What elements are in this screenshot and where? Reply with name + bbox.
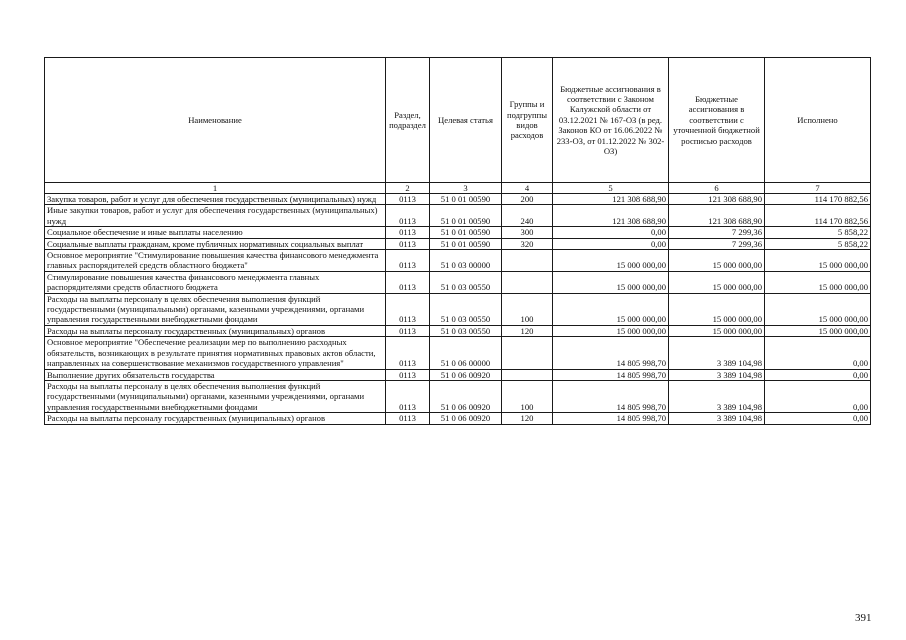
cell-target-article: 51 0 06 00920 [430, 413, 502, 424]
header-target-article: Целевая статья [430, 58, 502, 183]
cell-law-amount: 15 000 000,00 [553, 271, 669, 293]
cell-law-amount: 15 000 000,00 [553, 250, 669, 272]
column-number: 7 [765, 183, 871, 194]
cell-schedule-amount: 15 000 000,00 [669, 271, 765, 293]
cell-name: Стимулирование повышения качества финансового менеджмента главных распорядителями средств областного бюджета [45, 271, 386, 293]
cell-schedule-amount: 3 389 104,98 [669, 369, 765, 380]
cell-expense-group [502, 369, 553, 380]
cell-schedule-amount: 3 389 104,98 [669, 380, 765, 412]
header-row [45, 58, 871, 183]
cell-expense-group: 240 [502, 205, 553, 227]
cell-target-article: 51 0 06 00000 [430, 337, 502, 369]
cell-executed-amount: 5 858,22 [765, 227, 871, 238]
cell-schedule-amount: 15 000 000,00 [669, 325, 765, 336]
cell-executed-amount: 114 170 882,56 [765, 194, 871, 205]
cell-section: 0113 [386, 205, 430, 227]
cell-schedule-amount: 15 000 000,00 [669, 293, 765, 325]
header-schedule-appropriations: Бюджетные ассигнования в соответствии с уточненной бюджетной росписью расходов [669, 58, 765, 183]
cell-section: 0113 [386, 293, 430, 325]
cell-target-article: 51 0 01 00590 [430, 238, 502, 249]
cell-section: 0113 [386, 250, 430, 272]
cell-target-article: 51 0 01 00590 [430, 205, 502, 227]
cell-name: Расходы на выплаты персоналу в целях обеспечения выполнения функций государственными (муниципальными) органами, казенными учреждениями, органами управления государственными внебюджетными фондами [45, 380, 386, 412]
cell-schedule-amount: 7 299,36 [669, 238, 765, 249]
cell-name: Социальное обеспечение и иные выплаты населению [45, 227, 386, 238]
cell-name: Закупка товаров, работ и услуг для обеспечения государственных (муниципальных) нужд [45, 194, 386, 205]
table-row [45, 413, 871, 424]
cell-schedule-amount: 121 308 688,90 [669, 194, 765, 205]
cell-executed-amount: 5 858,22 [765, 238, 871, 249]
cell-target-article: 51 0 03 00550 [430, 293, 502, 325]
cell-expense-group: 320 [502, 238, 553, 249]
cell-target-article: 51 0 03 00000 [430, 250, 502, 272]
cell-law-amount: 14 805 998,70 [553, 380, 669, 412]
cell-target-article: 51 0 06 00920 [430, 369, 502, 380]
cell-law-amount: 121 308 688,90 [553, 205, 669, 227]
cell-executed-amount: 0,00 [765, 413, 871, 424]
column-number: 6 [669, 183, 765, 194]
cell-section: 0113 [386, 271, 430, 293]
column-number: 1 [45, 183, 386, 194]
cell-target-article: 51 0 03 00550 [430, 271, 502, 293]
cell-expense-group: 100 [502, 380, 553, 412]
cell-target-article: 51 0 06 00920 [430, 380, 502, 412]
cell-name: Социальные выплаты гражданам, кроме публичных нормативных социальных выплат [45, 238, 386, 249]
column-number: 5 [553, 183, 669, 194]
table-row [45, 271, 871, 293]
page-number: 391 [855, 612, 872, 624]
cell-expense-group [502, 271, 553, 293]
cell-expense-group [502, 250, 553, 272]
cell-name: Расходы на выплаты персоналу государственных (муниципальных) органов [45, 325, 386, 336]
cell-target-article: 51 0 01 00590 [430, 227, 502, 238]
cell-section: 0113 [386, 337, 430, 369]
cell-schedule-amount: 3 389 104,98 [669, 413, 765, 424]
cell-name: Расходы на выплаты персоналу в целях обеспечения выполнения функций государственными (муниципальными) органами, казенными учреждениями, органами управления государственными внебюджетными фондами [45, 293, 386, 325]
cell-section: 0113 [386, 194, 430, 205]
cell-section: 0113 [386, 238, 430, 249]
table-row [45, 380, 871, 412]
cell-target-article: 51 0 01 00590 [430, 194, 502, 205]
cell-executed-amount: 15 000 000,00 [765, 325, 871, 336]
table-row [45, 293, 871, 325]
cell-schedule-amount: 7 299,36 [669, 227, 765, 238]
cell-law-amount: 14 805 998,70 [553, 413, 669, 424]
cell-law-amount: 121 308 688,90 [553, 194, 669, 205]
cell-name: Иные закупки товаров, работ и услуг для обеспечения государственных (муниципальных) нужд [45, 205, 386, 227]
column-number: 3 [430, 183, 502, 194]
header-name: Наименование [45, 58, 386, 183]
cell-expense-group: 100 [502, 293, 553, 325]
cell-executed-amount: 0,00 [765, 380, 871, 412]
cell-section: 0113 [386, 227, 430, 238]
table-body [45, 194, 871, 425]
table-row [45, 325, 871, 336]
cell-expense-group [502, 337, 553, 369]
cell-executed-amount: 15 000 000,00 [765, 250, 871, 272]
budget-execution-table [44, 57, 871, 425]
cell-expense-group: 200 [502, 194, 553, 205]
column-number: 2 [386, 183, 430, 194]
header-executed: Исполнено [765, 58, 871, 183]
cell-name: Основное мероприятие "Стимулирование повышения качества финансового менеджмента главных распорядителей средств областного бюджета" [45, 250, 386, 272]
cell-law-amount: 14 805 998,70 [553, 369, 669, 380]
cell-section: 0113 [386, 413, 430, 424]
cell-section: 0113 [386, 369, 430, 380]
table-row [45, 227, 871, 238]
cell-name: Расходы на выплаты персоналу государственных (муниципальных) органов [45, 413, 386, 424]
header-law-appropriations: Бюджетные ассигнования в соответствии с Законом Калужской области от 03.12.2021 № 167-ОЗ (в ред. Законов КО от 16.06.2022 № 233-ОЗ, от 01.12.2022 № 302-ОЗ) [553, 58, 669, 183]
cell-law-amount: 0,00 [553, 227, 669, 238]
cell-law-amount: 15 000 000,00 [553, 293, 669, 325]
cell-law-amount: 15 000 000,00 [553, 325, 669, 336]
cell-expense-group: 120 [502, 413, 553, 424]
cell-section: 0113 [386, 325, 430, 336]
cell-name: Основное мероприятие "Обеспечение реализации мер по выполнению расходных обязательств, возникающих в результате принятия нормативных правовых актов области, направленных на совершенствование механизмов государственного управления" [45, 337, 386, 369]
cell-expense-group: 300 [502, 227, 553, 238]
cell-section: 0113 [386, 380, 430, 412]
cell-name: Выполнение других обязательств государства [45, 369, 386, 380]
cell-schedule-amount: 3 389 104,98 [669, 337, 765, 369]
cell-executed-amount: 15 000 000,00 [765, 293, 871, 325]
cell-schedule-amount: 15 000 000,00 [669, 250, 765, 272]
column-number-row [45, 183, 871, 194]
header-section: Раздел, подраздел [386, 58, 430, 183]
cell-executed-amount: 114 170 882,56 [765, 205, 871, 227]
table-row [45, 369, 871, 380]
cell-target-article: 51 0 03 00550 [430, 325, 502, 336]
cell-executed-amount: 0,00 [765, 337, 871, 369]
table-row [45, 250, 871, 272]
cell-law-amount: 0,00 [553, 238, 669, 249]
table-row [45, 238, 871, 249]
column-number: 4 [502, 183, 553, 194]
table-row [45, 337, 871, 369]
table-row [45, 194, 871, 205]
table-row [45, 205, 871, 227]
header-expense-groups: Группы и подгруппы видов расходов [502, 58, 553, 183]
cell-schedule-amount: 121 308 688,90 [669, 205, 765, 227]
cell-law-amount: 14 805 998,70 [553, 337, 669, 369]
cell-executed-amount: 0,00 [765, 369, 871, 380]
cell-expense-group: 120 [502, 325, 553, 336]
cell-executed-amount: 15 000 000,00 [765, 271, 871, 293]
